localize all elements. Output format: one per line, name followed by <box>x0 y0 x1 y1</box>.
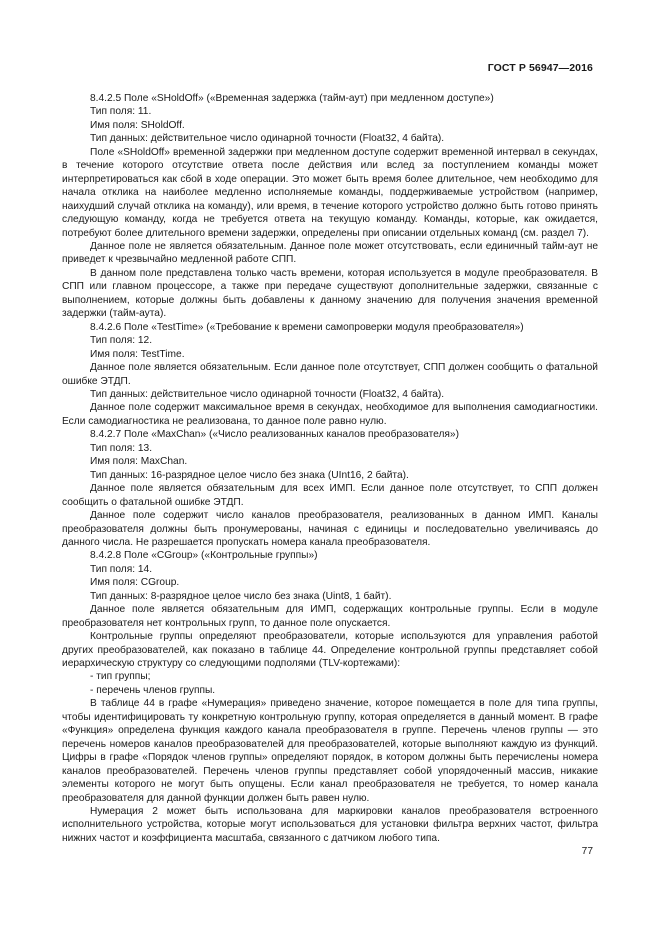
section-heading-8-4-2-7: 8.4.2.7 Поле «MaxChan» («Число реализованных каналов преобразователя») <box>90 429 459 441</box>
paragraph: Нумерация 2 может быть использована для маркировки каналов преобразователя встроенного исполнительного устройства, которые могут использоваться для установки фильтра верхних частот, фильтра нижних частот и коэффициента масштаба, связанного с датчиком любого типа. <box>62 806 598 844</box>
section-heading-8-4-2-8: 8.4.2.8 Поле «CGroup» («Контрольные группы») <box>90 550 318 562</box>
paragraph: Имя поля: TestTime. <box>90 348 185 360</box>
paragraph: Тип данных: действительное число одинарной точности (Float32, 4 байта). <box>90 388 445 400</box>
section-heading-8-4-2-5: 8.4.2.5 Поле «SHoldOff» («Временная задержка (тайм-аут) при медленном доступе») <box>90 93 494 104</box>
paragraph: Данное поле является обязательным. Если данное поле отсутствует, СПП должен сообщить о фатальной ошибке ЭТДП. <box>62 362 598 387</box>
paragraph: Тип данных: 8-разрядное целое число без знака (Uint8, 1 байт). <box>90 590 392 602</box>
paragraph: Данное поле является обязательным для всех ИМП. Если данное поле отсутствует, то СПП должен сообщить о фатальной ошибке ЭТДП. <box>62 483 598 508</box>
paragraph: Тип поля: 11. <box>90 106 152 118</box>
list-item: - перечень членов группы. <box>90 684 216 696</box>
paragraph: Данное поле содержит число каналов преобразователя, реализованных в данном ИМП. Каналы преобразователя должны быть пронумерованы, начиная с единицы и последовательно увеличиваясь до данного числа. Не разрешается пропускать номера канала преобразователя. <box>62 510 598 548</box>
document-header: ГОСТ Р 56947—2016 <box>487 62 593 74</box>
document-body <box>62 92 598 845</box>
paragraph: В таблице 44 в графе «Нумерация» приведено значение, которое помещается в поле для типа группы, чтобы идентифицировать ту конкретную контрольную группу, которая определяется в данный момент. В графе «Функция» определена функция каждого канала преобразователя в группе. Перечень членов группы — это перечень номеров каналов преобразователей для преобразователей, которые выполняют каждую из функций. Цифры в графе «Порядок членов группы» определяют порядок, в котором должны быть перечислены номера каналов преобразователей. Перечень членов группы представляет собой упорядоченный массив, никакие элементы которого не могут быть опущены. Если канал преобразователя не требуется, то номер канала преобразователя для данной функции должен быть равен нулю. <box>62 698 598 804</box>
paragraph: Тип данных: 16-разрядное целое число без знака (UInt16, 2 байта). <box>90 469 409 481</box>
paragraph: Тип поля: 13. <box>90 442 153 454</box>
paragraph: Тип поля: 12. <box>90 335 153 347</box>
paragraph: Контрольные группы определяют преобразователи, которые используются для управления работой других преобразователей, как показано в таблице 44. Определение контрольной группы представляет собой иерархическую структуру со следующими подполями (TLV-кортежами): <box>62 631 598 670</box>
paragraph: Данное поле является обязательным для ИМП, содержащих контрольные группы. Если в модуле преобразователя нет контрольных групп, то данное поле опускается. <box>62 604 598 629</box>
section-heading-8-4-2-6: 8.4.2.6 Поле «TestTime» («Требование к времени самопроверки модуля преобразователя») <box>90 321 524 333</box>
paragraph: Тип поля: 14. <box>90 563 153 575</box>
paragraph: Данное поле не является обязательным. Данное поле может отсутствовать, если единичный тайм-аут не приведет к чрезвычайно медленной работе СПП. <box>62 240 598 266</box>
paragraph: Имя поля: MaxChan. <box>90 456 188 468</box>
list-item: - тип группы; <box>90 671 151 683</box>
paragraph: Тип данных: действительное число одинарной точности (Float32, 4 байта). <box>90 133 445 145</box>
page-number: 77 <box>581 846 593 857</box>
paragraph: Данное поле содержит максимальное время в секундах, необходимое для выполнения самодиагностики. Если самодиагностика не реализована, то данное поле равно нулю. <box>62 402 598 427</box>
paragraph: Поле «SHoldOff» временной задержки при медленном доступе содержит временной интервал в секундах, в течение которого отсутствие ответа после действия или вслед за поступлением команды может интерпретироваться как сбой в ходе операции. Это может быть время более длительное, чем необходимо для начала отклика на наиболее медленно исполняемые команды, поддерживаемые устройством (например, наихудший случай отклика на команду), или время, в течение которого устройство должно быть готово принять следующую команду, когда не требуется ответа на текущую команду. Команды, которые, как ожидается, потребуют более длительного времени задержки, определены при описании отдельных команд (см. раздел 7). <box>62 146 598 239</box>
paragraph: Имя поля: CGroup. <box>90 577 180 589</box>
paragraph: В данном поле представлена только часть времени, которая используется в модуле преобразователя. В СПП или главном процессоре, а также при передаче существуют дополнительные задержки, связанные с выполнением, которые должны быть добавлены к данному значению для получения значения временной задержки (тайм-аута). <box>62 267 598 320</box>
paragraph: Имя поля: SHoldOff. <box>90 119 185 131</box>
